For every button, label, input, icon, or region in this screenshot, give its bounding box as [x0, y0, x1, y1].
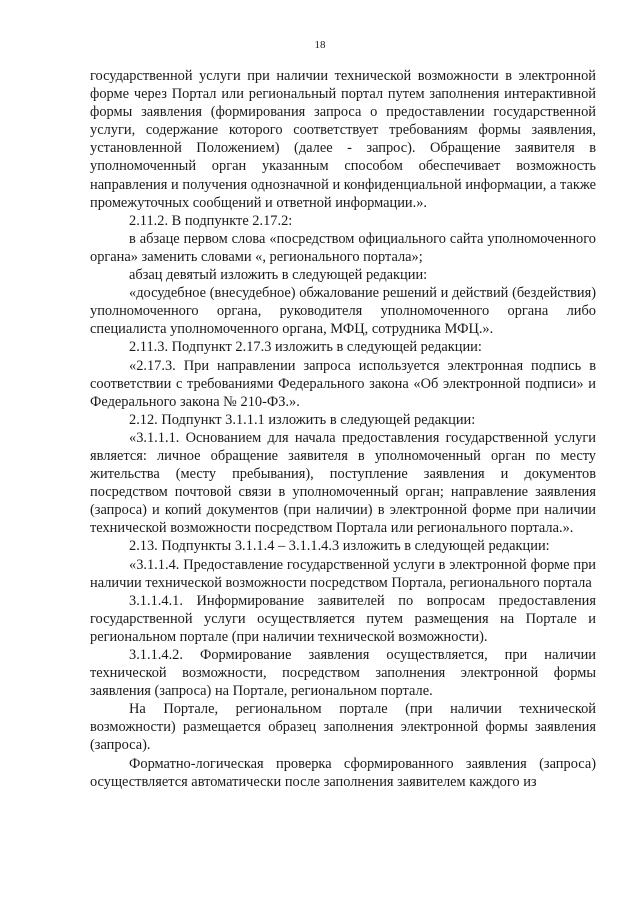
paragraph: 2.11.3. Подпункт 2.17.3 изложить в следующей редакции:: [129, 339, 482, 356]
paragraph: «3.1.1.4. Предоставление государственной услуги в электронной форме при наличии технической возможности посредством Портала, регионального портала: [90, 556, 596, 591]
paragraph: Форматно-логическая проверка сформированного заявления (запроса) осуществляется автоматически после заполнения заявителем каждого из: [90, 755, 596, 790]
page-number: 18: [314, 39, 326, 51]
paragraph: абзац девятый изложить в следующей редакции:: [129, 267, 428, 284]
paragraph: государственной услуги при наличии технической возможности в электронной форме через Портал или региональный портал путем заполнения интерактивной формы заявления (формирования запроса о предоставлении государственной услуги, содержание которого соответствует требованиям формы заявления, установленной Положением) (далее - запрос). Обращение заявителя в уполномоченный орган указанным способом обеспечивает возможность направления и получения однозначной и конфиденциальной информации, а также промежуточных сообщений и ответной информации.».: [90, 68, 596, 211]
document-body: [90, 67, 596, 791]
paragraph: «2.17.3. При направлении запроса используется электронная подпись в соответствии с требованиями Федерального закона «Об электронной подписи» и Федерального закона № 210-ФЗ.».: [90, 357, 596, 410]
paragraph: На Портале, региональном портале (при наличии технической возможности) размещается образец заполнения электронной формы заявления (запроса).: [90, 701, 596, 754]
paragraph: 2.12. Подпункт 3.1.1.1 изложить в следующей редакции:: [129, 411, 476, 428]
paragraph: 3.1.1.4.1. Информирование заявителей по вопросам предоставления государственной услуги осуществляется путем размещения на Портале и региональном портале (при наличии технической возможности).: [90, 592, 596, 645]
paragraph: 2.11.2. В подпункте 2.17.2:: [129, 212, 293, 229]
paragraph: 3.1.1.4.2. Формирование заявления осуществляется, при наличии технической возможности, посредством заполнения электронной формы заявления (запроса) на Портале, региональном портале.: [90, 647, 596, 700]
paragraph: «досудебное (внесудебное) обжалование решений и действий (бездействия) уполномоченного органа, руководителя уполномоченного органа либо специалиста уполномоченного органа, МФЦ, сотрудника МФЦ.».: [90, 285, 596, 338]
paragraph: «3.1.1.1. Основанием для начала предоставления государственной услуги является: личное обращение заявителя в уполномоченный орган по месту жительства (месту пребывания), поступление заявления и документов посредством почтовой связи в уполномоченный орган; направление заявления (запроса) и копий документов (при наличии) в электронной форме при наличии технической возможности посредством Портала или регионального портала.».: [90, 429, 596, 537]
paragraph: 2.13. Подпункты 3.1.1.4 – 3.1.1.4.3 изложить в следующей редакции:: [129, 538, 550, 555]
paragraph: в абзаце первом слова «посредством официального сайта уполномоченного органа» заменить словами «, регионального портала»;: [90, 230, 596, 265]
